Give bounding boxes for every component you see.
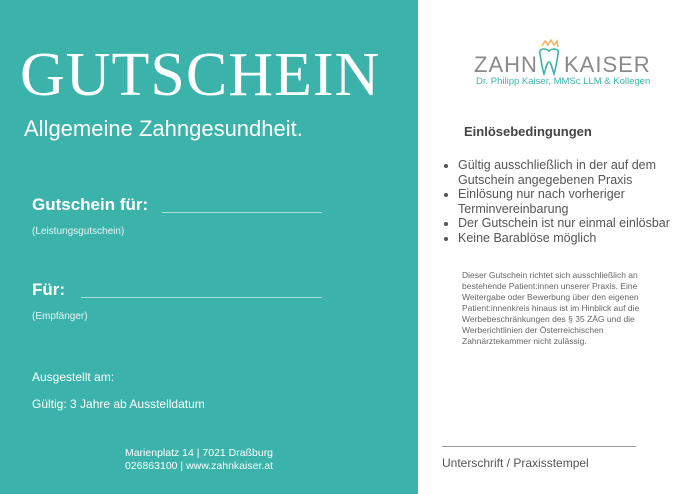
condition-item: • Gültig ausschließlich in der auf dem Gutschein angegebenen Praxis bbox=[458, 158, 698, 187]
conditions-heading: Einlösebedingungen bbox=[464, 124, 592, 139]
signature-label: Unterschrift / Praxisstempel bbox=[442, 456, 589, 470]
fuer-line[interactable] bbox=[81, 297, 322, 298]
gutschein-fuer-hint: (Leistungsgutschein) bbox=[32, 226, 125, 237]
issued-label: Ausgestellt am: bbox=[32, 370, 115, 384]
voucher-title: GUTSCHEIN bbox=[20, 41, 381, 109]
gutschein-fuer-label: Gutschein für: bbox=[32, 195, 149, 214]
contact: 026863100 | www.zahnkaiser.at bbox=[124, 460, 274, 472]
legal-note: Dieser Gutschein richtet sich ausschließlich an bestehende Patient:innen unserer Praxis. Eine Weitergabe oder Bewerbung über den eigenen Patient:innenkreis hinaus ist im Hinblick auf die Werbebeschränkungen des § 35 ZÄG und die Werberichtlinien der Österreichischen Zahnärztekammer nicht zulässig. bbox=[462, 270, 640, 346]
tooth-crown-icon bbox=[536, 38, 562, 78]
logo-tagline: Dr. Philipp Kaiser, MMSc LLM & Kollegen bbox=[476, 76, 651, 87]
condition-item: • Keine Barablöse möglich bbox=[458, 231, 698, 246]
gutschein-fuer-line[interactable] bbox=[162, 212, 322, 213]
conditions-panel: ZAHN KAISER Dr. Philipp Kaiser, MMSc LLM & Kollegen Einlösebedingungen • Gültig ausschließlich in der auf dem Gutschein angegebenen Praxis • Einlösung nur nach vorheriger Terminvereinbarung • Der Gutschein ist nur einmal einlösbar • Keine Barablöse möglich Dieser Gutschein richtet sich ausschließlich an bestehende Patient:innen unserer Praxis. Eine Weitergabe oder Bewerbung über den eigenen Patient:innenkreis hinaus ist im Hinblick auf die Werbebeschränkungen des § 35 ZÄG und die Werberichtlinien der Österreichischen Zahnärztekammer nicht zulässig. Unterschrift / Praxisstempel bbox=[418, 0, 700, 494]
validity-text: Gültig: 3 Jahre ab Ausstelldatum bbox=[32, 397, 205, 411]
fuer-hint: (Empfänger) bbox=[32, 311, 88, 322]
condition-item: • Der Gutschein ist nur einmal einlösbar bbox=[458, 216, 698, 231]
address: Marienplatz 14 | 7021 Draßburg bbox=[124, 447, 274, 459]
conditions-list bbox=[440, 158, 698, 245]
signature-line[interactable] bbox=[442, 446, 636, 447]
fuer-label: Für: bbox=[32, 280, 66, 299]
voucher-subtitle: Allgemeine Zahngesundheit. bbox=[24, 116, 303, 141]
condition-item: • Einlösung nur nach vorheriger Terminvereinbarung bbox=[458, 187, 698, 216]
